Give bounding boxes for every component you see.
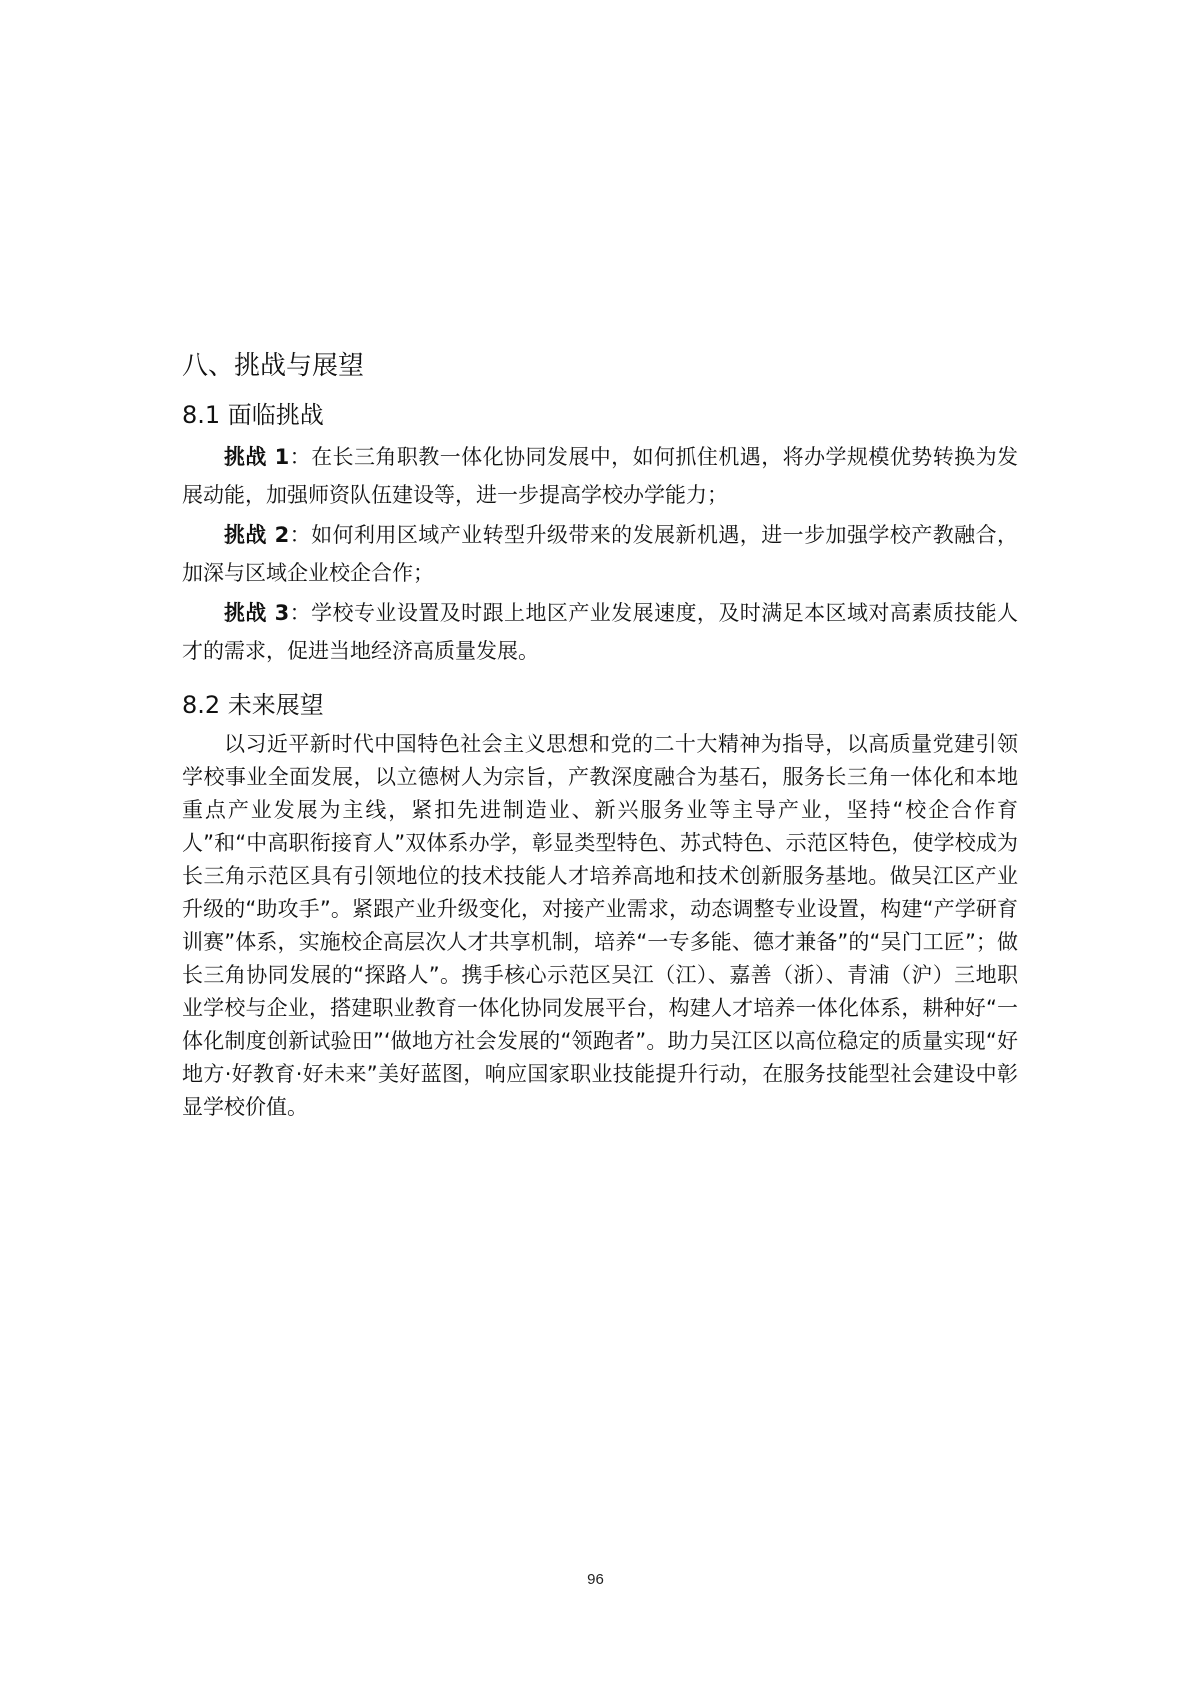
challenge-text: 学校专业设置及时跟上地区产业发展速度，及时满足本区域对高素质技能人才的需求，促进当地经济高质量发展。 [182, 601, 1018, 663]
section-title-outlook: 8.2 未来展望 [182, 691, 324, 719]
challenge-paragraph-1 [182, 438, 1018, 514]
page-content [182, 348, 1018, 1124]
challenge-separator: ： [289, 523, 312, 547]
challenge-separator: ： [289, 445, 312, 469]
page-number: 96 [587, 1571, 604, 1588]
challenge-paragraph-2 [182, 516, 1018, 592]
chapter-title: 八、挑战与展望 [182, 351, 365, 381]
challenge-label: 挑战 3 [224, 601, 290, 625]
challenge-paragraph-3 [182, 594, 1018, 670]
outlook-paragraph: 以习近平新时代中国特色社会主义思想和党的二十大精神为指导，以高质量党建引领学校事业全面发展，以立德树人为宗旨，产教深度融合为基石，服务长三角一体化和本地重点产业发展为主线，紧扣先进制造业、新兴服务业等主导产业，坚持“校企合作育人”和“中高职衔接育人”双体系办学，彰显类型特色、苏式特色、示范区特色，使学校成为长三角示范区具有引领地位的技术技能人才培养高地和技术创新服务基地。做吴江区产业升级的“助攻手”。紧跟产业升级变化，对接产业需求，动态调整专业设置，构建“产学研育训赛”体系，实施校企高层次人才共享机制，培养“一专多能、德才兼备”的“吴门工匠”；做长三角协同发展的“探路人”。携手核心示范区吴江（江）、嘉善（浙）、青浦（沪）三地职业学校与企业，搭建职业教育一体化协同发展平台，构建人才培养一体化体系，耕种好“一体化制度创新试验田”‘做地方社会发展的“领跑者”。助力吴江区以高位稳定的质量实现“好地方·好教育·好未来”美好蓝图，响应国家职业技能提升行动，在服务技能型社会建设中彰显学校价值。 [182, 732, 1018, 1119]
challenge-text: 如何利用区域产业转型升级带来的发展新机遇，进一步加强学校产教融合，加深与区域企业校企合作； [182, 523, 1018, 585]
challenge-text: 在长三角职教一体化协同发展中，如何抓住机遇，将办学规模优势转换为发展动能，加强师资队伍建设等，进一步提高学校办学能力； [182, 445, 1018, 507]
challenge-label: 挑战 1 [224, 445, 290, 469]
section-title-challenges: 8.1 面临挑战 [182, 401, 324, 429]
challenge-label: 挑战 2 [224, 523, 290, 547]
challenge-separator: ： [289, 601, 312, 625]
